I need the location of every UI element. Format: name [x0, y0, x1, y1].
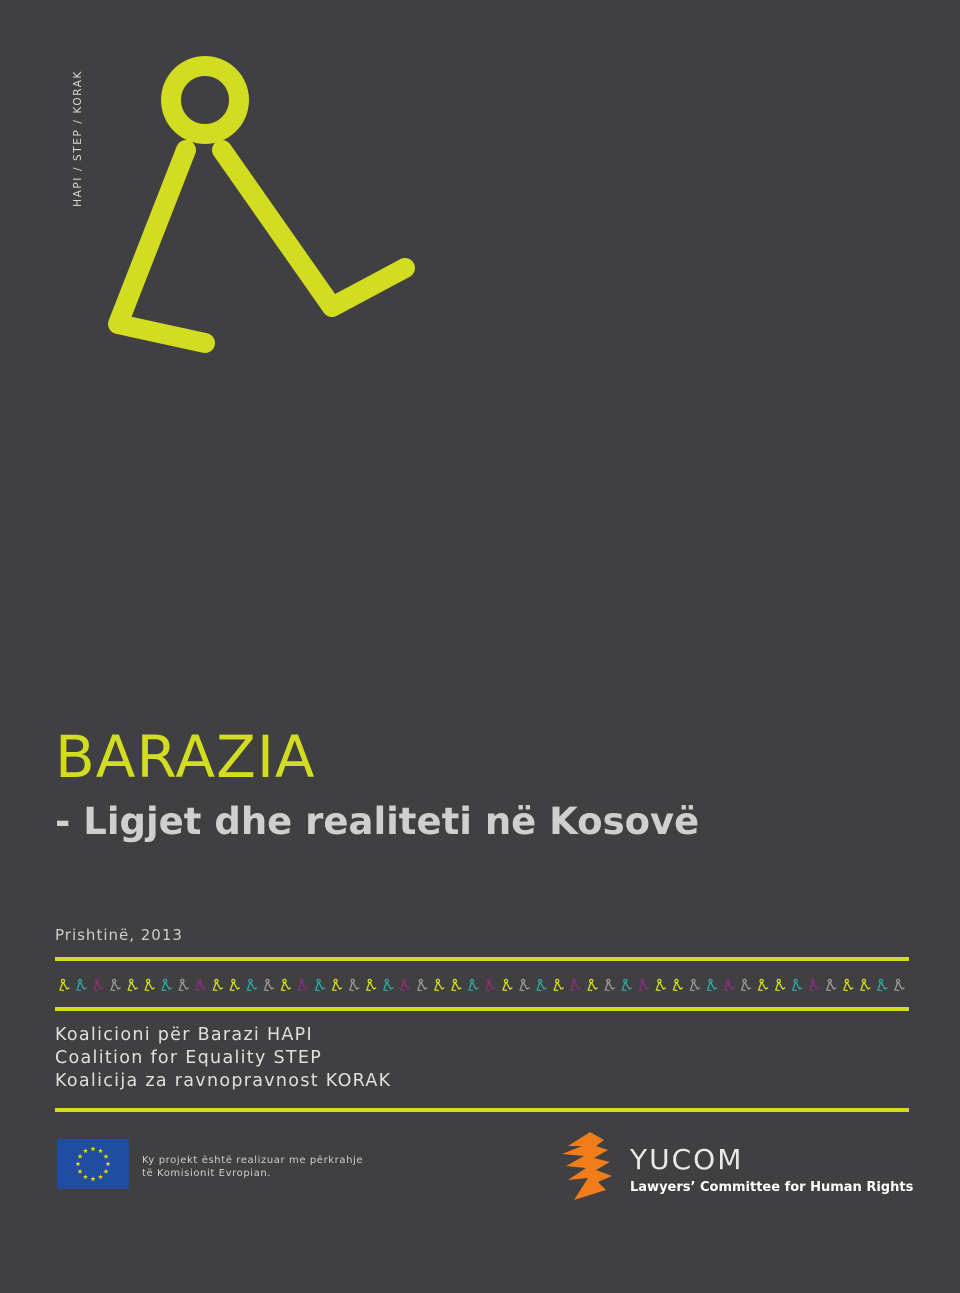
tiny-figure-icon	[145, 979, 154, 990]
tiny-figure-icon	[861, 979, 870, 990]
eu-flag-icon	[57, 1139, 129, 1189]
tiny-figure-icon	[622, 979, 631, 990]
tiny-figure-icon	[588, 979, 597, 990]
tiny-figure-icon	[435, 979, 444, 990]
figure-strip	[57, 978, 909, 992]
tiny-figure-icon	[827, 979, 836, 990]
tiny-figure-icon	[282, 979, 291, 990]
eu-note-line-2: të Komisionit Evropian.	[142, 1168, 272, 1179]
tiny-figure-icon	[401, 979, 410, 990]
tiny-figure-icon	[418, 979, 427, 990]
tiny-figure-icon	[691, 979, 700, 990]
tiny-figure-icon	[247, 979, 256, 990]
tiny-figure-icon	[299, 979, 308, 990]
tiny-figure-icon	[213, 979, 222, 990]
tiny-figure-icon	[452, 979, 461, 990]
tiny-figure-icon	[265, 979, 274, 990]
coalition-name-english: Coalition for Equality STEP	[55, 1048, 323, 1068]
tiny-figure-icon	[639, 979, 648, 990]
tiny-figure-icon	[725, 979, 734, 990]
tiny-figure-icon	[571, 979, 580, 990]
tiny-figure-icon	[503, 979, 512, 990]
place-date: Prishtinë, 2013	[55, 926, 183, 944]
tiny-figure-icon	[469, 979, 478, 990]
yucom-flame-icon	[560, 1132, 616, 1202]
tiny-figure-icon	[759, 979, 768, 990]
tiny-figure-icon	[605, 979, 614, 990]
tiny-figure-icon	[844, 979, 853, 990]
divider-top	[55, 957, 909, 961]
tiny-figure-icon	[776, 979, 785, 990]
vertical-tagline: HAPI / STEP / KORAK	[72, 70, 84, 207]
coalition-name-albanian: Koalicioni për Barazi HAPI	[55, 1025, 314, 1045]
yucom-subtitle: Lawyers’ Committee for Human Rights	[630, 1180, 914, 1195]
tiny-figure-icon	[60, 979, 69, 990]
tiny-figure-icon	[810, 979, 819, 990]
stick-figure-step-icon	[0, 0, 460, 380]
tiny-figure-icon	[520, 979, 529, 990]
tiny-figure-icon	[77, 979, 86, 990]
tiny-figure-icon	[230, 979, 239, 990]
coalition-name-serbian: Koalicija za ravnopravnost KORAK	[55, 1071, 392, 1091]
tiny-figure-icon	[793, 979, 802, 990]
tiny-figure-icon	[94, 979, 103, 990]
divider-middle	[55, 1007, 909, 1011]
tiny-figure-icon	[537, 979, 546, 990]
tiny-figure-icon	[895, 979, 904, 990]
tiny-figure-icon	[179, 979, 188, 990]
tiny-figure-icon	[350, 979, 359, 990]
document-title: BARAZIA	[55, 723, 316, 791]
tiny-figure-icon	[708, 979, 717, 990]
tiny-figure-icon	[742, 979, 751, 990]
tiny-figure-icon	[656, 979, 665, 990]
eu-note-line-1: Ky projekt është realizuar me përkrahje	[142, 1155, 364, 1166]
tiny-figure-icon	[128, 979, 137, 990]
tiny-figure-icon	[111, 979, 120, 990]
eu-funding-note	[142, 1154, 363, 1180]
document-subtitle: - Ligjet dhe realiteti në Kosovë	[55, 800, 700, 843]
tiny-figure-icon	[333, 979, 342, 990]
tiny-figure-icon	[673, 979, 682, 990]
coalition-names	[55, 1024, 391, 1093]
tiny-figure-icon	[316, 979, 325, 990]
tiny-figure-icon	[196, 979, 205, 990]
yucom-name: YUCOM	[630, 1143, 744, 1176]
tiny-figure-icon	[878, 979, 887, 990]
tiny-figure-icon	[162, 979, 171, 990]
tiny-figure-icon	[554, 979, 563, 990]
tiny-figure-icon	[384, 979, 393, 990]
divider-bottom	[55, 1108, 909, 1112]
tiny-figure-icon	[486, 979, 495, 990]
tiny-figure-icon	[367, 979, 376, 990]
